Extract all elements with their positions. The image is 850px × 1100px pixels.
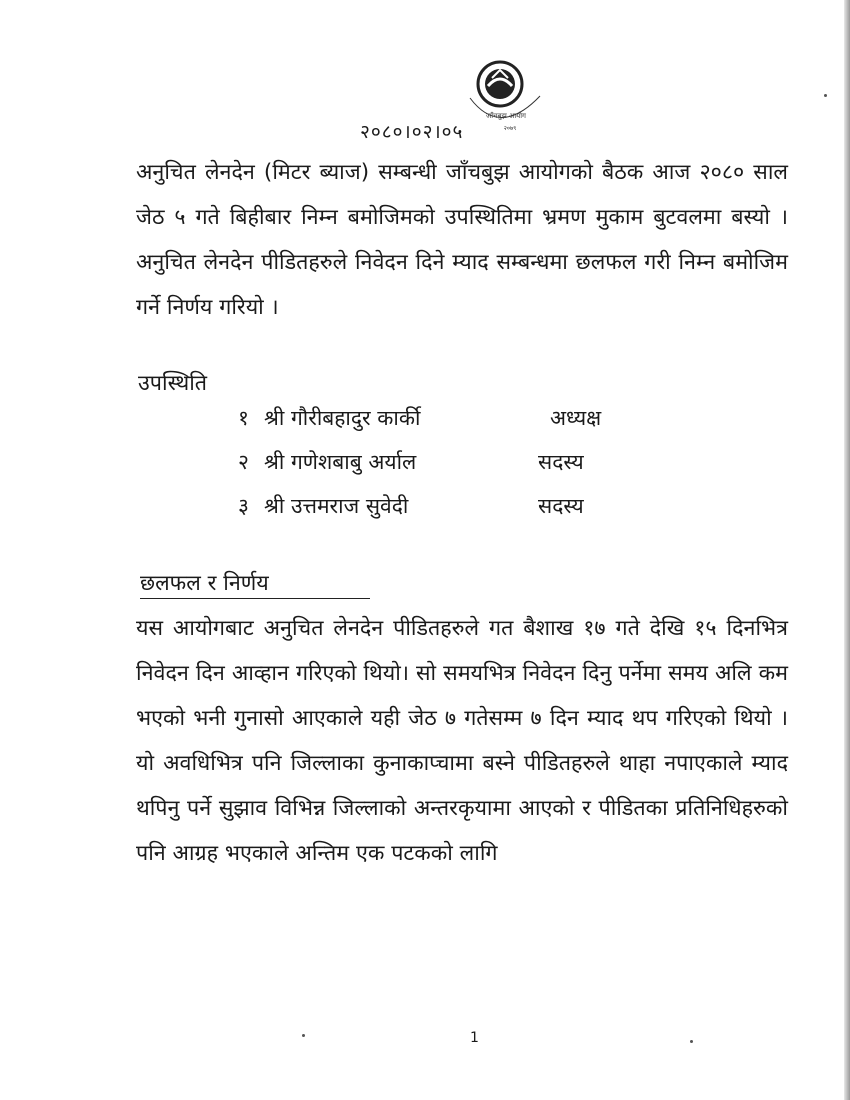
member-name: श्री गौरीबहादुर कार्की — [264, 406, 421, 430]
svg-text:जाँचबुझ आयोग: जाँचबुझ आयोग — [486, 112, 526, 120]
commission-seal-stamp — [448, 48, 560, 140]
member-name: श्री गणेशबाबु अर्याल — [264, 450, 417, 474]
member-number: ३ — [238, 494, 249, 518]
attendance-heading: उपस्थिति — [138, 371, 208, 396]
document-date: २०८०।०२।०५ — [360, 121, 464, 143]
member-number: १ — [238, 406, 249, 430]
member-row — [238, 404, 638, 444]
member-name: श्री उत्तमराज सुवेदी — [264, 494, 409, 518]
svg-text:२०७९: २०७९ — [503, 125, 517, 132]
member-number: २ — [238, 450, 249, 474]
member-role: सदस्य — [538, 494, 584, 518]
scan-speck — [690, 1040, 693, 1043]
member-row — [238, 492, 638, 532]
scan-edge-shadow — [844, 0, 850, 1100]
member-role: सदस्य — [538, 450, 584, 474]
member-role: अध्यक्ष — [550, 406, 602, 430]
discussion-decision-heading: छलफल र निर्णय — [140, 568, 370, 599]
decision-paragraph: यस आयोगबाट अनुचित लेनदेन पीडितहरुले गत बैशाख १७ गते देखि १५ दिनभित्र निवेदन दिन आव्हान गरिएको थियो। सो समयभित्र निवेदन दिनु पर्नेमा समय अलि कम भएको भनी गुनासो आएकाले यही जेठ ७ गतेसम्म ७ दिन म्याद थप गरिएको थियो । यो अवधिभित्र पनि जिल्लाका कुनाकाप्चामा बस्ने पीडितहरुले थाहा नपाएकाले म्याद थपिनु पर्ने सुझाव विभिन्न जिल्लाको अन्तरकृयामा आएको र पीडितका प्रतिनिधिहरुको पनि आग्रह भएकाले अन्तिम एक पटकको लागि — [136, 616, 788, 866]
intro-paragraph: अनुचित लेनदेन (मिटर ब्याज) सम्बन्धी जाँचबुझ आयोगको बैठक आज २०८० साल जेठ ५ गते बिहीबार निम्न बमोजिमको उपस्थितिमा भ्रमण मुकाम बुटवलमा बस्यो । अनुचित लेनदेन पीडितहरुले निवेदन दिने म्याद सम्बन्धमा छलफल गरी निम्न बमोजिम गर्ने निर्णय गरियो । — [136, 160, 788, 320]
page-number: 1 — [470, 1030, 479, 1046]
member-row — [238, 448, 638, 488]
scan-speck — [302, 1034, 305, 1037]
scan-speck — [824, 94, 827, 97]
